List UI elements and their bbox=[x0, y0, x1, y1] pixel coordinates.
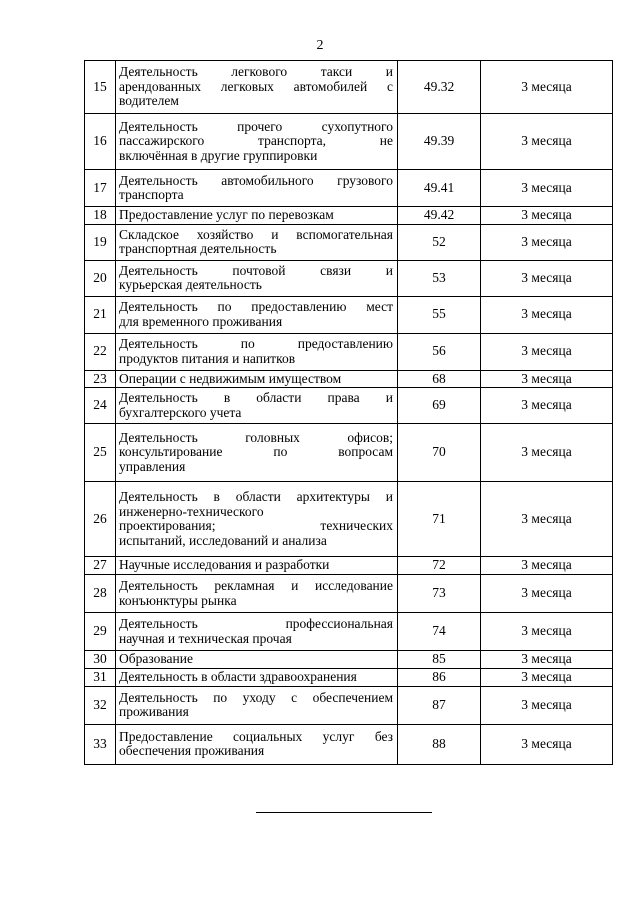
okved-code: 71 bbox=[398, 482, 481, 557]
activity-name bbox=[116, 224, 398, 260]
activity-name bbox=[116, 669, 398, 687]
activity-name bbox=[116, 686, 398, 724]
table-row bbox=[85, 557, 613, 575]
activity-name-line: конъюнктуры рынка bbox=[119, 592, 237, 608]
row-number: 22 bbox=[85, 333, 116, 370]
activity-name-line: водителем bbox=[119, 93, 179, 109]
activity-name-line: Деятельность рекламная и исследование bbox=[119, 578, 393, 593]
activity-name bbox=[116, 651, 398, 669]
table-row bbox=[85, 388, 613, 424]
period: 3 месяца bbox=[481, 651, 613, 669]
activity-name-line: Деятельность профессиональная bbox=[119, 616, 393, 631]
table-row bbox=[85, 224, 613, 260]
activity-name-line: Деятельность в области архитектуры и bbox=[119, 489, 393, 504]
activity-name-line: инженерно-технического bbox=[119, 503, 264, 519]
activity-name-line: арендованных легковых автомобилей с bbox=[119, 78, 393, 94]
row-number: 15 bbox=[85, 61, 116, 114]
activity-name bbox=[116, 482, 398, 557]
activity-name bbox=[116, 207, 398, 225]
activity-name-line: Деятельность почтовой связи и bbox=[119, 262, 393, 278]
activity-name-line: пассажирского транспорта, не bbox=[119, 133, 393, 149]
table-row bbox=[85, 424, 613, 482]
activity-name bbox=[116, 114, 398, 170]
activity-name-line: транспортная деятельность bbox=[119, 241, 277, 256]
activity-name bbox=[116, 333, 398, 370]
row-number: 26 bbox=[85, 482, 116, 557]
row-number: 16 bbox=[85, 114, 116, 170]
activity-name-line: обеспечения проживания bbox=[119, 743, 265, 758]
activity-name-line: Деятельность по предоставлению мест bbox=[119, 299, 393, 314]
row-number: 18 bbox=[85, 207, 116, 225]
table-row bbox=[85, 613, 613, 651]
activity-name-line: Деятельность автомобильного грузового bbox=[119, 172, 393, 188]
table-row bbox=[85, 651, 613, 669]
okved-code: 87 bbox=[398, 686, 481, 724]
activities-table bbox=[84, 60, 613, 765]
activity-name bbox=[116, 557, 398, 575]
period: 3 месяца bbox=[481, 482, 613, 557]
row-number: 32 bbox=[85, 686, 116, 724]
row-number: 30 bbox=[85, 651, 116, 669]
table-row bbox=[85, 114, 613, 170]
activity-name-line: испытаний, исследований и анализа bbox=[119, 532, 327, 548]
okved-code: 49.39 bbox=[398, 114, 481, 170]
activity-name-line: Деятельность по предоставлению bbox=[119, 336, 393, 351]
activity-name bbox=[116, 296, 398, 333]
activity-name bbox=[116, 724, 398, 764]
activity-name-line: курьерская деятельность bbox=[119, 277, 262, 292]
okved-code: 72 bbox=[398, 557, 481, 575]
activity-name-line: Деятельность в области здравоохранения bbox=[119, 669, 357, 684]
activity-name-line: Предоставление социальных услуг без bbox=[119, 728, 393, 744]
end-line-divider bbox=[256, 812, 432, 813]
activity-name bbox=[116, 170, 398, 207]
row-number: 20 bbox=[85, 260, 116, 296]
activity-name-line: Научные исследования и разработки bbox=[119, 557, 330, 573]
okved-code: 52 bbox=[398, 224, 481, 260]
activity-name-line: Складское хозяйство и вспомогательная bbox=[119, 226, 393, 242]
period: 3 месяца bbox=[481, 114, 613, 170]
table-row bbox=[85, 669, 613, 687]
period: 3 месяца bbox=[481, 424, 613, 482]
period: 3 месяца bbox=[481, 61, 613, 114]
table-row bbox=[85, 686, 613, 724]
period: 3 месяца bbox=[481, 575, 613, 613]
period: 3 месяца bbox=[481, 370, 613, 388]
table-row bbox=[85, 260, 613, 296]
activity-name-line: для временного проживания bbox=[119, 313, 283, 329]
period: 3 месяца bbox=[481, 557, 613, 575]
okved-code: 70 bbox=[398, 424, 481, 482]
okved-code: 88 bbox=[398, 724, 481, 764]
row-number: 21 bbox=[85, 296, 116, 333]
activity-name-line: проектирования; технических bbox=[119, 518, 393, 533]
activity-name bbox=[116, 575, 398, 613]
row-number: 29 bbox=[85, 613, 116, 651]
period: 3 месяца bbox=[481, 613, 613, 651]
activity-name bbox=[116, 260, 398, 296]
period: 3 месяца bbox=[481, 388, 613, 424]
activity-name-line: бухгалтерского учета bbox=[119, 404, 242, 420]
period: 3 месяца bbox=[481, 170, 613, 207]
activity-name bbox=[116, 388, 398, 424]
activity-name-line: Деятельность прочего сухопутного bbox=[119, 118, 393, 134]
okved-code: 73 bbox=[398, 575, 481, 613]
activity-name-line: транспорта bbox=[119, 187, 184, 202]
activity-name-line: управления bbox=[119, 458, 186, 474]
activity-name-line: Деятельность легкового такси и bbox=[119, 64, 393, 80]
period: 3 месяца bbox=[481, 207, 613, 225]
row-number: 28 bbox=[85, 575, 116, 613]
okved-code: 49.41 bbox=[398, 170, 481, 207]
table-row bbox=[85, 296, 613, 333]
okved-code: 55 bbox=[398, 296, 481, 333]
activity-name bbox=[116, 613, 398, 651]
period: 3 месяца bbox=[481, 260, 613, 296]
activity-name-line: Деятельность головных офисов; bbox=[119, 429, 393, 445]
table-row bbox=[85, 575, 613, 613]
table-row bbox=[85, 61, 613, 114]
activity-name bbox=[116, 61, 398, 114]
activity-name-line: Операции с недвижимым имуществом bbox=[119, 370, 342, 386]
period: 3 месяца bbox=[481, 686, 613, 724]
okved-code: 69 bbox=[398, 388, 481, 424]
row-number: 33 bbox=[85, 724, 116, 764]
activity-name-line: консультирование по вопросам bbox=[119, 444, 393, 460]
period: 3 месяца bbox=[481, 724, 613, 764]
okved-code: 53 bbox=[398, 260, 481, 296]
table-row bbox=[85, 170, 613, 207]
period: 3 месяца bbox=[481, 333, 613, 370]
row-number: 17 bbox=[85, 170, 116, 207]
row-number: 25 bbox=[85, 424, 116, 482]
okved-code: 49.32 bbox=[398, 61, 481, 114]
okved-code: 74 bbox=[398, 613, 481, 651]
okved-code: 85 bbox=[398, 651, 481, 669]
okved-code: 49.42 bbox=[398, 207, 481, 225]
row-number: 27 bbox=[85, 557, 116, 575]
activity-name-line: научная и техническая прочая bbox=[119, 630, 292, 646]
table-row bbox=[85, 370, 613, 388]
table-row bbox=[85, 207, 613, 225]
table-row bbox=[85, 333, 613, 370]
period: 3 месяца bbox=[481, 224, 613, 260]
page-number: 2 bbox=[316, 38, 324, 53]
table-body bbox=[85, 61, 613, 765]
activity-name-line: включённая в другие группировки bbox=[119, 147, 318, 163]
activity-name-line: Предоставление услуг по перевозкам bbox=[119, 207, 334, 222]
okved-code: 56 bbox=[398, 333, 481, 370]
period: 3 месяца bbox=[481, 669, 613, 687]
activity-name-line: продуктов питания и напитков bbox=[119, 350, 296, 366]
period: 3 месяца bbox=[481, 296, 613, 333]
activity-name-line: проживания bbox=[119, 704, 189, 719]
okved-code: 68 bbox=[398, 370, 481, 388]
row-number: 23 bbox=[85, 370, 116, 388]
row-number: 31 bbox=[85, 669, 116, 687]
activity-name bbox=[116, 424, 398, 482]
row-number: 24 bbox=[85, 388, 116, 424]
activity-name-line: Образование bbox=[119, 651, 193, 667]
row-number: 19 bbox=[85, 224, 116, 260]
activity-name-line: Деятельность в области права и bbox=[119, 390, 393, 405]
table-row bbox=[85, 724, 613, 764]
activity-name bbox=[116, 370, 398, 388]
table-row bbox=[85, 482, 613, 557]
activity-name-line: Деятельность по уходу с обеспечением bbox=[119, 689, 393, 705]
okved-code: 86 bbox=[398, 669, 481, 687]
